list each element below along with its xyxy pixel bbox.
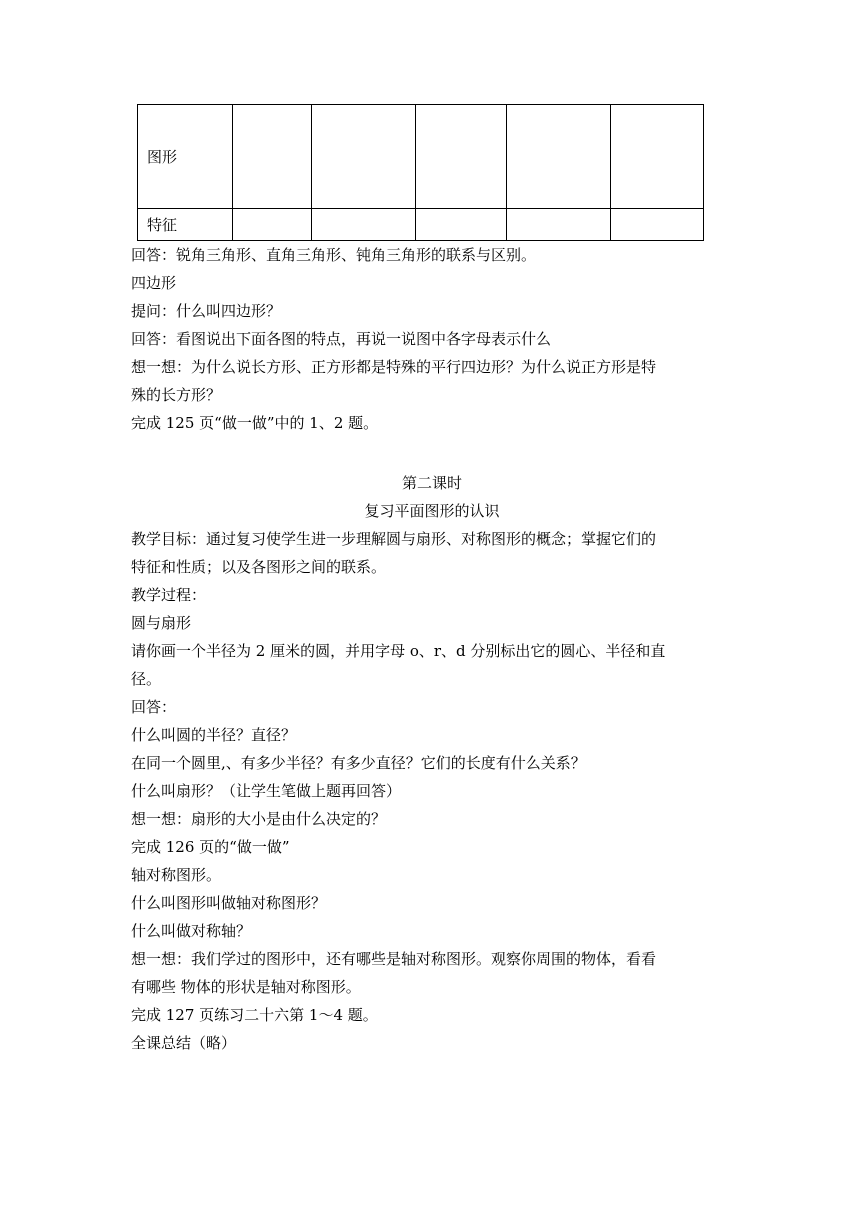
section-heading-axisymmetric: 轴对称图形。 <box>131 866 222 884</box>
spacer <box>131 437 733 469</box>
table-cell <box>416 209 507 241</box>
paragraph-line: 在同一个圆里,、有多少半径？有多少直径？它们的长度有什么关系？ <box>131 754 586 772</box>
paragraph-line: 回答：锐角三角形、直角三角形、钝角三角形的联系与区别。 <box>131 246 537 264</box>
table-row <box>138 105 704 209</box>
table-cell <box>312 105 416 209</box>
lesson-title: 复习平面图形的认识 <box>364 502 500 520</box>
table-cell <box>611 105 704 209</box>
table-cell <box>416 105 507 209</box>
paragraph-line: 全课总结（略） <box>131 1034 237 1052</box>
paragraph-line: 什么叫圆的半径？直径？ <box>131 726 297 744</box>
paragraph-line: 回答： <box>131 698 177 716</box>
row-label-shape: 图形 <box>138 105 233 209</box>
paragraph-line: 完成 125 页“做一做”中的 1、2 题。 <box>131 414 379 432</box>
paragraph-line: 回答：看图说出下面各图的特点，再说一说图中各字母表示什么 <box>131 330 552 348</box>
paragraph-line: 教学目标：通过复习使学生进一步理解圆与扇形、对称图形的概念；掌握它们的 <box>131 530 657 548</box>
table-cell <box>312 209 416 241</box>
table-cell <box>233 209 312 241</box>
paragraph-line: 什么叫图形叫做轴对称图形？ <box>131 894 327 912</box>
paragraph-line: 请你画一个半径为 2 厘米的圆，并用字母 o、r、d 分别标出它的圆心、半径和直 <box>131 642 666 660</box>
table-cell <box>507 105 611 209</box>
table-cell <box>507 209 611 241</box>
table-cell <box>611 209 704 241</box>
paragraph-line: 教学过程： <box>131 586 207 604</box>
lesson-heading: 第二课时 <box>401 474 462 492</box>
paragraph-line: 有哪些 物体的形状是轴对称图形。 <box>131 978 361 996</box>
document-body <box>131 241 733 1057</box>
section-heading-quadrilateral: 四边形 <box>131 274 177 292</box>
table-row <box>138 209 704 241</box>
paragraph-line: 完成 126 页的“做一做” <box>131 838 290 856</box>
paragraph-line: 什么叫扇形？（让学生笔做上题再回答） <box>131 782 402 800</box>
paragraph-line: 想一想：扇形的大小是由什么决定的？ <box>131 810 387 828</box>
paragraph-line: 什么叫做对称轴？ <box>131 922 252 940</box>
paragraph-line: 径。 <box>131 670 162 688</box>
paragraph-line: 想一想：我们学过的图形中，还有哪些是轴对称图形。观察你周围的物体，看看 <box>131 950 657 968</box>
paragraph-line: 特征和性质；以及各图形之间的联系。 <box>131 558 387 576</box>
section-heading-circle-sector: 圆与扇形 <box>131 614 192 632</box>
paragraph-line: 殊的长方形？ <box>131 386 222 404</box>
table-cell <box>233 105 312 209</box>
paragraph-line: 完成 127 页练习二十六第 1～4 题。 <box>131 1006 378 1024</box>
paragraph-line: 提问：什么叫四边形？ <box>131 302 282 320</box>
row-label-feature: 特征 <box>138 209 233 241</box>
shape-feature-table <box>137 104 704 241</box>
paragraph-line: 想一想：为什么说长方形、正方形都是特殊的平行四边形？为什么说正方形是特 <box>131 358 657 376</box>
